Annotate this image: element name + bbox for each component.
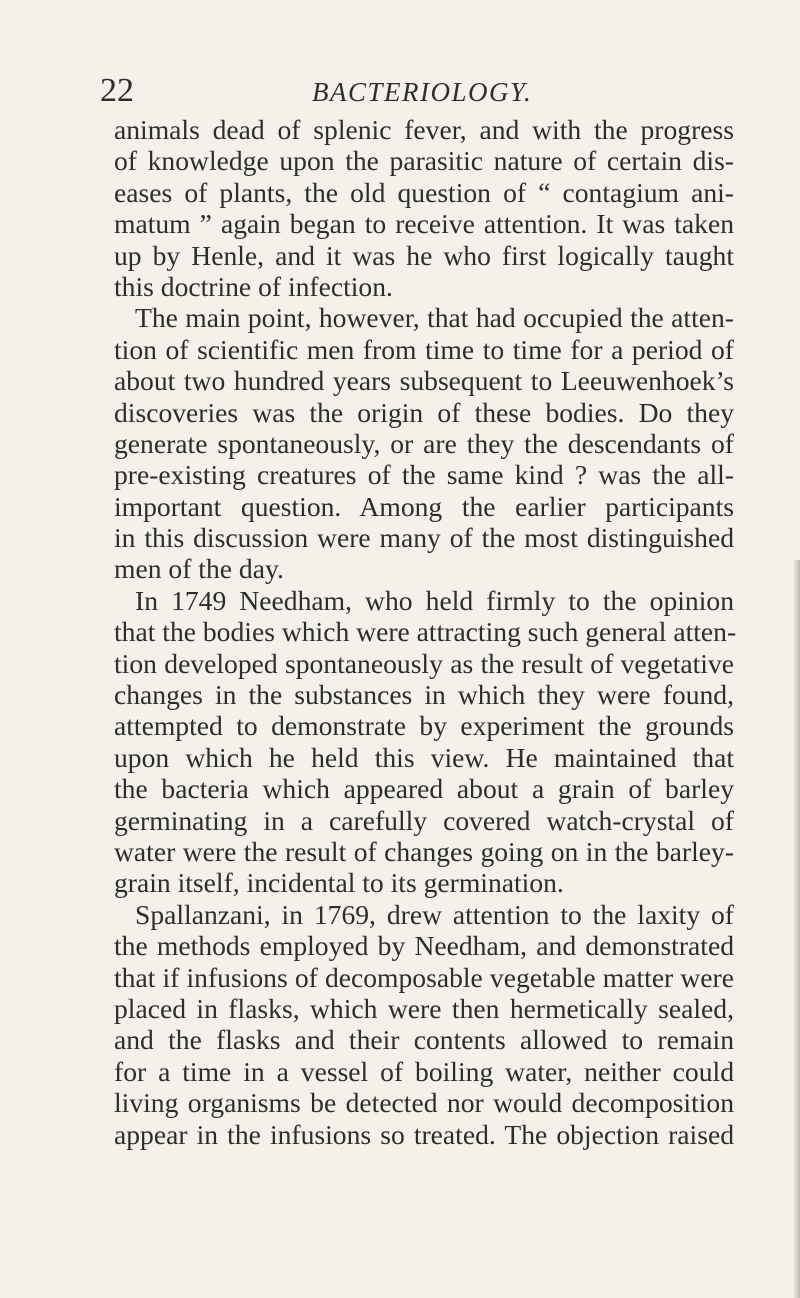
text-line: and the flasks and their contents allowed to remain — [114, 1024, 734, 1056]
text-line: tion developed spontaneously as the result of vegetative — [114, 647, 734, 679]
text-line: animals dead of splenic fever, and with the progress — [114, 114, 734, 145]
text-line: for a time in a vessel of boiling water, neither could — [114, 1055, 734, 1087]
text-line: placed in flasks, which were then hermetically sealed, — [114, 992, 734, 1024]
text-line: in this discussion were many of the most distinguished — [114, 522, 734, 554]
text-line: appear in the infusions so treated. The objection raised — [114, 1118, 734, 1150]
text-line: the bacteria which appeared about a grain of barley — [114, 773, 734, 805]
text-line: that the bodies which were attracting such general atten- — [114, 616, 737, 648]
text-line: changes in the substances in which they were found, — [114, 679, 734, 711]
text-line: pre-existing creatures of the same kind ? was the all- — [114, 459, 734, 491]
text-line: In 1749 Needham, who held firmly to the opinion — [135, 584, 734, 616]
text-line: grain itself, incidental to its germination. — [114, 867, 564, 899]
text-line: this doctrine of infection. — [114, 270, 393, 302]
text-line: water were the result of changes going on in the barley- — [114, 835, 734, 867]
text-line: The main point, however, that had occupied the atten- — [135, 302, 734, 334]
text-line: attempted to demonstrate by experiment the grounds — [114, 710, 734, 742]
text-line: generate spontaneously, or are they the descendants of — [114, 427, 734, 459]
text-line: living organisms be detected nor would decomposition — [114, 1087, 734, 1119]
text-line: Spallanzani, in 1769, drew attention to the laxity of — [135, 898, 734, 930]
page-number: 22 — [100, 72, 134, 109]
text-line: about two hundred years subsequent to Leeuwenhoek’s — [114, 365, 734, 397]
text-line: germinating in a carefully covered watch-crystal of — [114, 804, 734, 836]
text-line: tion of scientific men from time to time for a period of — [114, 333, 734, 365]
text-line: upon which he held this view. He maintained that — [114, 741, 734, 773]
text-line: men of the day. — [114, 553, 284, 585]
page-edge-shadow — [794, 560, 800, 1298]
text-line: important question. Among the earlier participants — [114, 490, 734, 522]
text-line: the methods employed by Needham, and demonstrated — [114, 930, 734, 962]
text-line: of knowledge upon the parasitic nature of certain dis- — [114, 145, 734, 177]
text-line: matum ” again began to receive attention. It was taken — [114, 208, 734, 240]
body-text — [114, 114, 737, 1150]
text-line: up by Henle, and it was he who first logically taught — [114, 239, 734, 271]
running-title: BACTERIOLOGY. — [312, 77, 533, 107]
text-line: eases of plants, the old question of “ contagium ani- — [114, 176, 734, 208]
text-line: that if infusions of decomposable vegetable matter were — [114, 961, 734, 993]
text-line: discoveries was the origin of these bodies. Do they — [114, 396, 734, 428]
